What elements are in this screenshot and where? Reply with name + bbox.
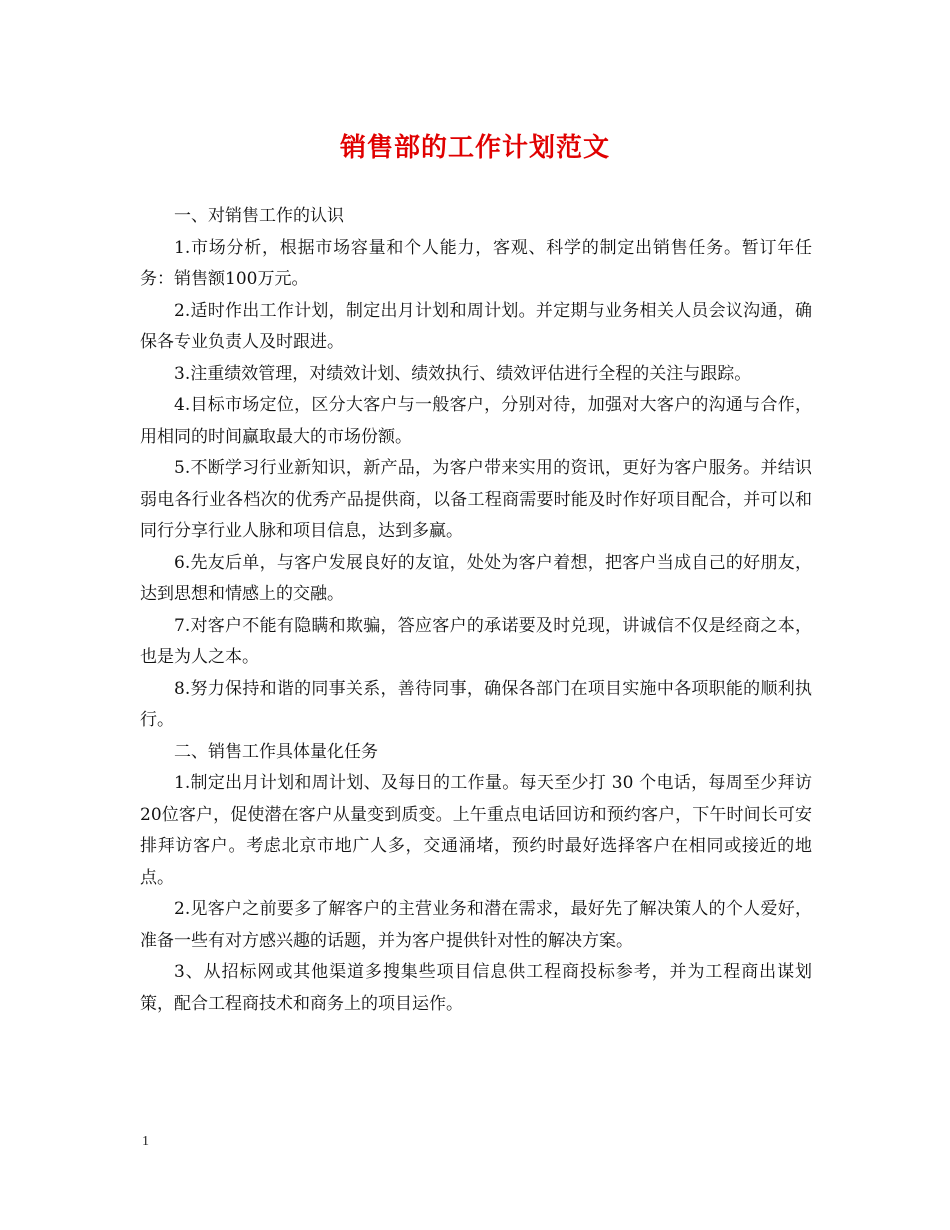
paragraph: 7.对客户不能有隐瞒和欺骗，答应客户的承诺要及时兑现，讲诚信不仅是经商之本，也是为人之本。 <box>140 615 812 667</box>
paragraph: 6.先友后单，与客户发展良好的友谊，处处为客户着想，把客户当成自己的好朋友，达到思想和情感上的交融。 <box>140 552 812 604</box>
paragraph: 1.市场分析，根据市场容量和个人能力，客观、科学的制定出销售任务。暂订年任务：销售额100万元。 <box>140 237 812 289</box>
paragraph: 5.不断学习行业新知识，新产品，为客户带来实用的资讯，更好为客户服务。并结识弱电各行业各档次的优秀产品提供商，以备工程商需要时能及时作好项目配合，并可以和同行分享行业人脉和项目信息，达到多赢。 <box>140 458 812 541</box>
paragraph: 8.努力保持和谐的同事关系，善待同事，确保各部门在项目实施中各项职能的顺利执行。 <box>140 678 812 730</box>
section-heading: 二、销售工作具体量化任务 <box>174 741 378 762</box>
paragraph: 3.注重绩效管理，对绩效计划、绩效执行、绩效评估进行全程的关注与跟踪。 <box>174 363 752 384</box>
page-number: 1 <box>142 1134 149 1149</box>
paragraph: 2.适时作出工作计划，制定出月计划和周计划。并定期与业务相关人员会议沟通，确保各专业负责人及时跟进。 <box>140 300 812 352</box>
paragraph: 4.目标市场定位，区分大客户与一般客户，分别对待，加强对大客户的沟通与合作，用相同的时间赢取最大的市场份额。 <box>140 395 812 447</box>
document-body <box>140 201 812 1020</box>
section-heading: 一、对销售工作的认识 <box>174 206 344 226</box>
document-title: 销售部的工作计划范文 <box>339 133 610 163</box>
paragraph: 2.见客户之前要多了解客户的主营业务和潜在需求，最好先了解决策人的个人爱好，准备一些有对方感兴趣的话题，并为客户提供针对性的解决方案。 <box>140 899 812 951</box>
paragraph: 3、从招标网或其他渠道多搜集些项目信息供工程商投标参考，并为工程商出谋划策，配合工程商技术和商务上的项目运作。 <box>140 962 812 1014</box>
paragraph: 1.制定出月计划和周计划、及每日的工作量。每天至少打 30 个电话，每周至少拜访20位客户，促使潜在客户从量变到质变。上午重点电话回访和预约客户，下午时间长可安排拜访客户。考虑北京市地广人多，交通涌堵，预约时最好选择客户在相同或接近的地点。 <box>140 773 812 888</box>
